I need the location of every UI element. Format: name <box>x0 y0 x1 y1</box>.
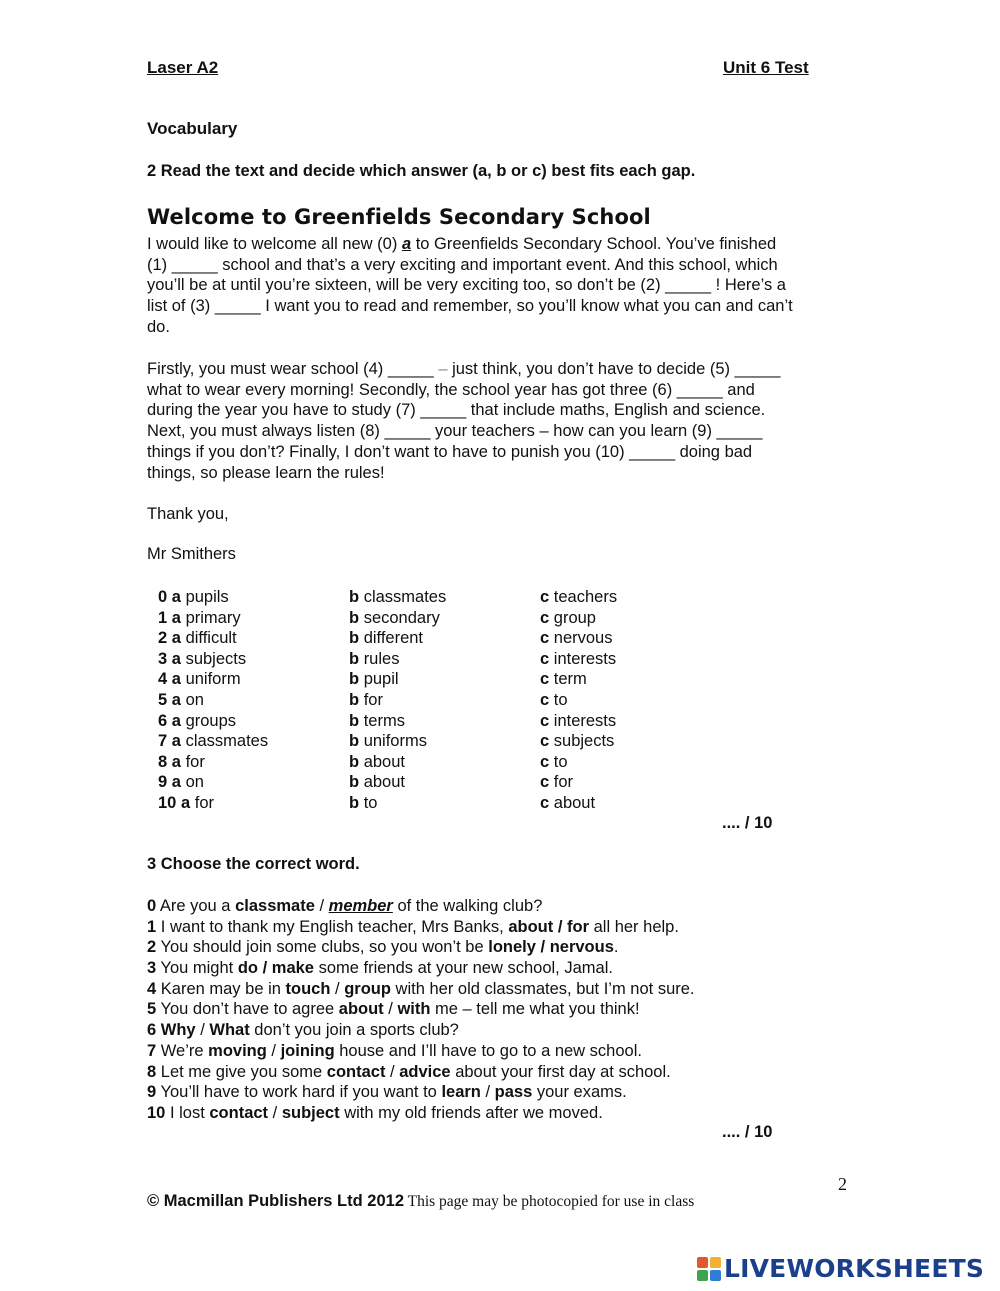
option-c-8: c to <box>540 752 568 771</box>
ex3-item-9: 9 You’ll have to work hard if you want to learn / pass your exams. <box>147 1083 627 1102</box>
ex2-score: .... / 10 <box>722 814 773 832</box>
option-a-8: 8 a for <box>158 752 205 771</box>
option-c-0: c teachers <box>540 588 618 606</box>
ex3-item-6: 6 Why / What don’t you join a sports club? <box>147 1021 459 1040</box>
option-a-7: 7 a classmates <box>158 732 269 751</box>
ex3-item-2-opt2[interactable]: nervous <box>549 938 614 957</box>
option-b-4: b pupil <box>349 670 399 689</box>
option-a-9: 9 a on <box>158 773 204 792</box>
ex3-item-3-opt1[interactable]: do <box>237 959 259 978</box>
option-c-2: c nervous <box>540 629 613 648</box>
ex3-item-10-opt2[interactable]: subject <box>281 1103 340 1122</box>
ex3-item-1-opt1[interactable]: about <box>508 917 554 936</box>
ex3-item-8: 8 Let me give you some contact / advice about your first day at school. <box>147 1062 671 1081</box>
ex3-instruction: 3 Choose the correct word. <box>147 855 360 873</box>
text-title: Welcome to Greenfields Secondary School <box>147 205 651 229</box>
ex3-item-10: 10 I lost contact / subject with my old friends after we moved. <box>147 1103 603 1122</box>
ex3-item-3: 3 You might do / make some friends at your new school, Jamal. <box>147 959 613 978</box>
ex2-instruction: 2 Read the text and decide which answer (a, b or c) best fits each gap. <box>147 162 696 180</box>
option-a-3: 3 a subjects <box>158 649 247 668</box>
option-c-10: c about <box>540 794 596 812</box>
option-c-1: c group <box>540 608 596 627</box>
ex3-item-8-opt2[interactable]: advice <box>399 1062 451 1081</box>
option-b-8: b about <box>349 752 405 771</box>
section-title: Vocabulary <box>147 119 238 138</box>
ex3-item-4-opt1[interactable]: touch <box>285 979 331 998</box>
header-course: Laser A2 <box>147 58 219 77</box>
option-c-6: c interests <box>540 711 617 730</box>
ex3-item-4-opt2[interactable]: group <box>344 979 391 998</box>
ex3-item-2: 2 You should join some clubs, so you won’t be lonely / nervous. <box>147 938 619 957</box>
closing-thanks: Thank you, <box>147 505 229 523</box>
ex3-item-10-opt1[interactable]: contact <box>209 1103 269 1122</box>
option-a-6: 6 a groups <box>158 711 237 730</box>
option-b-0: b classmates <box>349 588 447 606</box>
option-c-5: c to <box>540 691 568 709</box>
option-b-5: b for <box>349 691 383 709</box>
ex3-item-1-opt2[interactable]: for <box>567 917 590 936</box>
logo-text: LIVEWORKSHEETS <box>724 1254 985 1283</box>
signature: Mr Smithers <box>147 545 236 563</box>
option-c-3: c interests <box>540 649 617 668</box>
ex3-item-1: 1 I want to thank my English teacher, Mrs Banks, about / for all her help. <box>147 917 679 936</box>
page-number: 2 <box>838 1174 847 1194</box>
ex3-item-0: 0 Are you a classmate / member of the walking club? <box>147 897 543 915</box>
option-c-7: c subjects <box>540 732 615 751</box>
example-answer: a <box>401 235 412 253</box>
option-b-1: b secondary <box>349 608 440 627</box>
ex3-item-7-opt2[interactable]: joining <box>280 1041 335 1060</box>
ex3-item-8-opt1[interactable]: contact <box>326 1062 386 1081</box>
liveworksheets-logo[interactable] <box>697 1254 984 1283</box>
option-b-2: b different <box>349 629 424 648</box>
option-a-5: 5 a on <box>158 691 204 709</box>
ex3-item-3-opt2[interactable]: make <box>271 959 314 978</box>
ex3-item-4: 4 Karen may be in touch / group with her old classmates, but I’m not sure. <box>147 979 695 998</box>
ex3-item-5-opt2[interactable]: with <box>397 1000 431 1019</box>
option-a-2: 2 a difficult <box>158 629 237 648</box>
ex3-score: .... / 10 <box>722 1123 773 1141</box>
ex3-item-7-opt1[interactable]: moving <box>208 1041 267 1060</box>
ex3-item-5-opt1[interactable]: about <box>338 1000 384 1019</box>
header-unit: Unit 6 Test <box>723 58 809 77</box>
option-b-3: b rules <box>349 649 400 668</box>
option-b-7: b uniforms <box>349 732 427 751</box>
text-paragraph-1: I would like to welcome all new (0) a to Greenfields Secondary School. You’ve finished (1) _____ school and that’s a very exciting and important event. And this school, which you’ll be at until you’re sixteen, will be very exciting too, so don’t be (2) _____ ! Here’s a list of (3) _____ I want you to read and remember, so you’ll know what you can and can’t do. <box>147 235 793 336</box>
photocopy-note: This page may be photocopied for use in class <box>404 1193 695 1210</box>
ex3-item-7: 7 We’re moving / joining house and I’ll have to go to a new school. <box>147 1041 642 1060</box>
logo-icon <box>697 1257 721 1281</box>
option-c-9: c for <box>540 773 574 792</box>
option-a-1: 1 a primary <box>158 608 241 627</box>
ex3-item-5: 5 You don’t have to agree about / with me – tell me what you think! <box>147 1000 640 1019</box>
option-b-6: b terms <box>349 711 405 730</box>
ex3-items <box>147 896 695 1124</box>
ex3-item-9-opt2[interactable]: pass <box>494 1083 533 1102</box>
option-b-9: b about <box>349 773 405 792</box>
option-b-10: b to <box>349 794 378 812</box>
option-a-4: 4 a uniform <box>158 670 241 689</box>
copyright: © Macmillan Publishers Ltd 2012 <box>147 1192 404 1210</box>
ex3-item-9-opt1[interactable]: learn <box>441 1083 481 1102</box>
option-c-4: c term <box>540 670 587 689</box>
footer <box>147 1192 694 1211</box>
ex3-item-6-opt2[interactable]: What <box>209 1021 250 1040</box>
ex3-item-0-opt1[interactable]: classmate <box>235 897 315 915</box>
option-a-10: 10 a for <box>158 794 214 812</box>
option-a-0: 0 a pupils <box>158 588 229 606</box>
ex3-item-0-opt2[interactable]: member <box>328 897 393 915</box>
ex3-item-6-opt1[interactable]: Why <box>160 1021 196 1040</box>
text-paragraph-2: Firstly, you must wear school (4) _____ – just think, you don’t have to decide (5) _____ what to wear every morning! Secondly, the school year has got three (6) _____ and during the year you have to study (7) _____ that include maths, English and science. Next, you must always listen (8) _____ your teachers – how can you learn (9) _____ things if you don’t? Finally, I don’t want to have to punish you (10) _____ doing bad things, so please learn the rules! <box>147 360 781 482</box>
ex3-item-2-opt1[interactable]: lonely <box>488 938 536 957</box>
